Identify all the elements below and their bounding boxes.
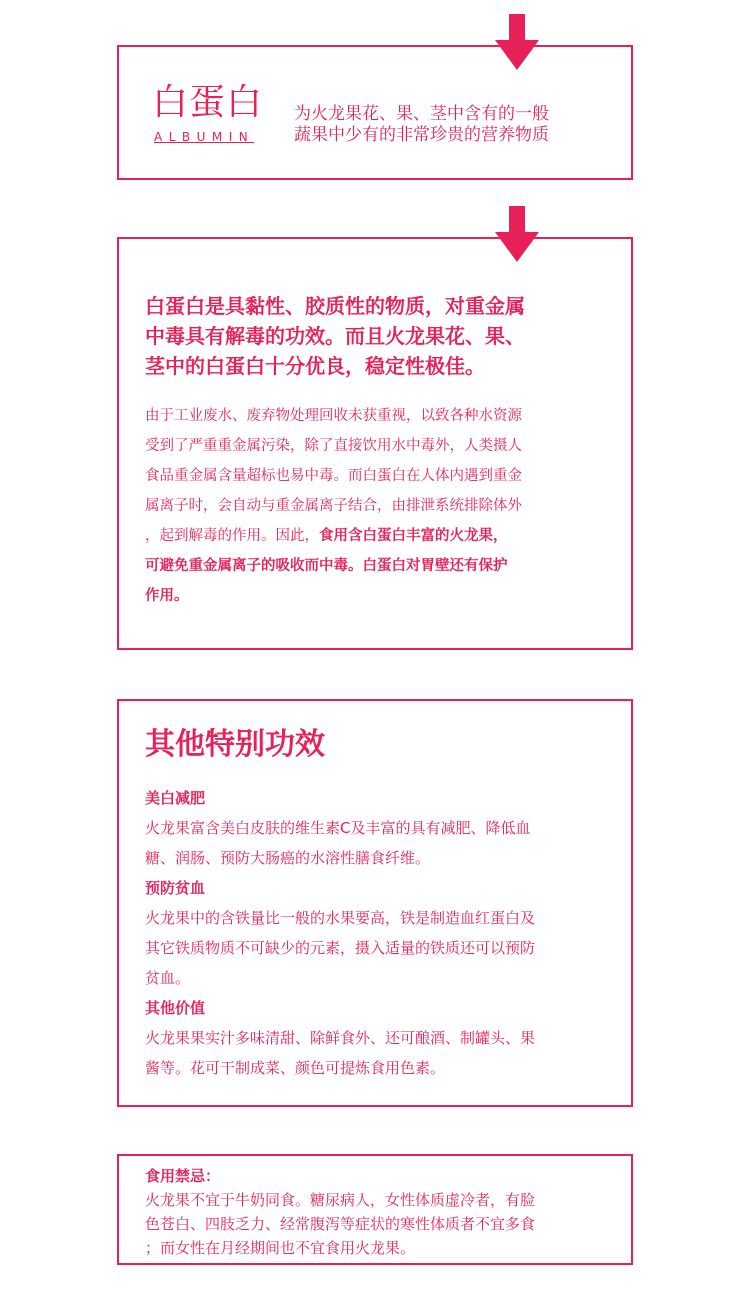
section-title: 其他价值	[145, 999, 206, 1017]
albumin-title: 白蛋白	[152, 82, 264, 123]
effect-section-other: 其他价值 火龙果果实汁多味清甜、除鲜食外、还可酿酒、制罐头、果 酱等。花可干制成菜、颜色可提炼食用色素。	[145, 993, 615, 1083]
warning-text: 食用禁忌： 火龙果不宜于牛奶同食。糖尿病人，女性体质虚冷者，有脸 色苍白、四肢乏力、经常腹泻等症状的寒性体质者不宜多食 ；而女性在月经期间也不宜食用火龙果。	[145, 1164, 620, 1260]
warning-box	[117, 1154, 633, 1265]
albumin-intro-box	[117, 45, 633, 180]
albumin-english-title: ALBUMIN	[154, 130, 255, 144]
section-title: 预防贫血	[145, 879, 206, 897]
albumin-intro-text: 为火龙果花、果、茎中含有的一般 蔬果中少有的非常珍贵的营养物质	[294, 104, 549, 145]
detox-box	[117, 237, 633, 650]
effects-box	[117, 699, 633, 1107]
effect-section-anemia: 预防贫血 火龙果中的含铁量比一般的水果要高，铁是制造血红蛋白及 其它铁质物质不可缺少的元素，摄入适量的铁质还可以预防 贫血。	[145, 873, 615, 993]
section-title: 美白减肥	[145, 789, 206, 807]
effects-heading: 其他特别功效	[145, 727, 325, 762]
detox-lead: 白蛋白是具黏性、胶质性的物质，对重金属 中毒具有解毒的功效。而且火龙果花、果、 茎中的白蛋白十分优良，稳定性极佳。	[145, 294, 525, 378]
effect-section-whitening: 美白减肥 火龙果富含美白皮肤的维生素C及丰富的具有减肥、降低血 糖、润肠、预防大肠癌的水溶性膳食纤维。	[145, 783, 615, 873]
warning-title: 食用禁忌：	[145, 1167, 221, 1185]
detox-body: 由于工业废水、废弃物处理回收未获重视，以致各种水资源 受到了严重重金属污染，除了直接饮用水中毒外，人类摄人 食品重金属含量超标也易中毒。而白蛋白在人体内遇到重金 属离子时，会自动与重金属离子结合，由排泄系统排除体外 ，起到解毒的作用。因此，食用含白蛋白丰富的火龙果， 可避免重金属离子的吸收而中毒。白蛋白对胃壁还有保护 作用。	[145, 408, 522, 604]
